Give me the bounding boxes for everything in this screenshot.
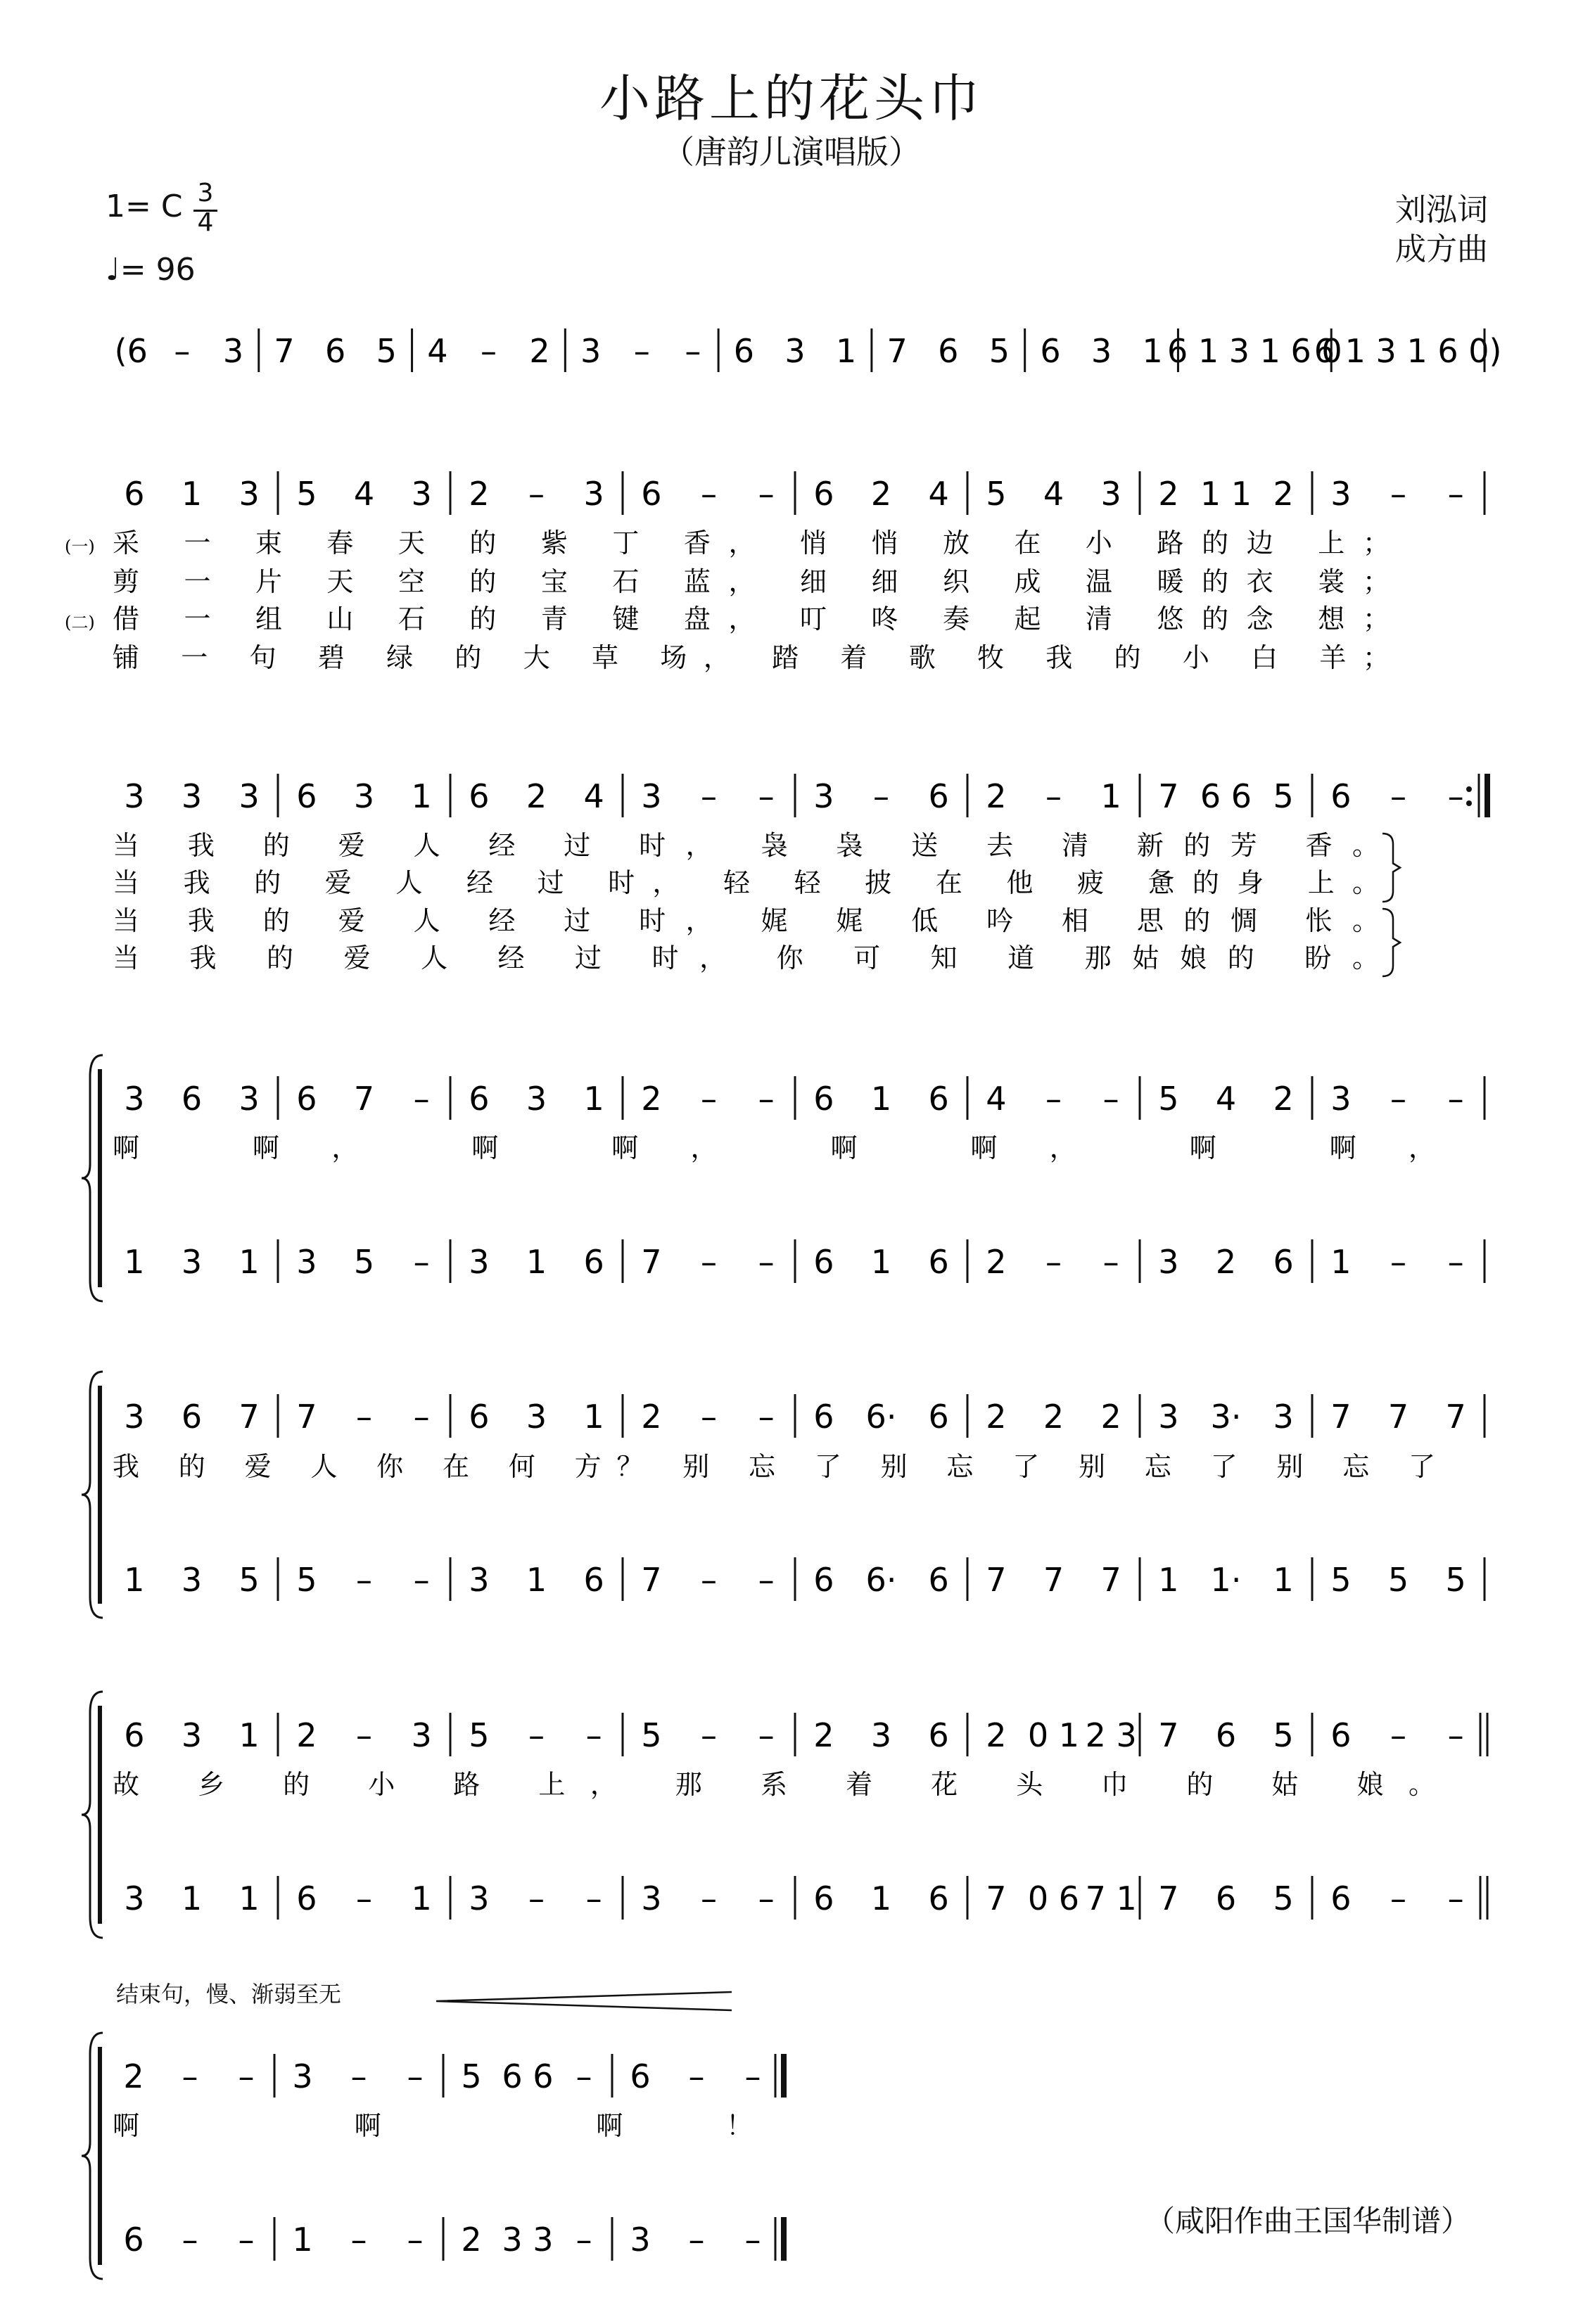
- system-lower-note: 3: [181, 1243, 203, 1281]
- system-lower-note: 1: [124, 1561, 145, 1599]
- system-lower-note: –: [1390, 1879, 1406, 1917]
- song-title: 小路上的花头巾: [599, 69, 984, 128]
- lyric-pair-brace: [1382, 834, 1400, 902]
- system-upper-note: –: [758, 1716, 775, 1754]
- system-upper-note: 7: [296, 1398, 317, 1436]
- system-upper-note: –: [701, 1716, 717, 1754]
- system-upper-note: –: [1390, 1716, 1406, 1754]
- verse-note: 2: [469, 475, 490, 513]
- system-upper-note: 3: [181, 1716, 203, 1754]
- system-lower-note: 3: [469, 1561, 490, 1599]
- chorus-repeat-dot: [1466, 786, 1472, 792]
- chorus-note: –: [701, 777, 717, 815]
- system-upper-note: 6: [928, 1080, 949, 1118]
- intro-note: 2: [529, 332, 550, 370]
- system-upper-note: 2: [1043, 1398, 1064, 1436]
- system-upper-note: –: [356, 1398, 372, 1436]
- system-upper-note: 7: [1330, 1398, 1352, 1436]
- system-lower-note: 6: [583, 1561, 604, 1599]
- intro-note: 3: [1091, 332, 1112, 370]
- system-upper-note: 3: [124, 1080, 145, 1118]
- system-lower-note: –: [744, 2221, 761, 2259]
- system-lower-note: 7 1: [1085, 1879, 1137, 1917]
- intro-note: 5: [376, 332, 397, 370]
- system-upper-note: 1: [239, 1716, 260, 1754]
- system-upper-note: 3: [1330, 1080, 1352, 1118]
- system-upper-note: 2: [641, 1398, 662, 1436]
- system-upper-note: 2: [1100, 1398, 1121, 1436]
- chorus-note: 6 6: [1200, 777, 1252, 815]
- intro-note: 7: [274, 332, 295, 370]
- chorus-note: 6: [1330, 777, 1352, 815]
- intro-note: –: [685, 332, 701, 370]
- intro-note: 6 1 3 1 6 0): [1314, 332, 1502, 370]
- system-upper-note: 2: [1273, 1080, 1294, 1118]
- system-lower-note: 1: [526, 1243, 547, 1281]
- verse-note: 4: [1043, 475, 1064, 513]
- system-lower-note: –: [182, 2221, 198, 2259]
- chorus-note: –: [1447, 777, 1464, 815]
- system-lower-note: 6: [1330, 1879, 1352, 1917]
- system-upper-note: 6: [296, 1080, 317, 1118]
- system-lower-note: –: [1447, 1879, 1464, 1917]
- engraver-credit: （咸阳作曲王国华制谱）: [1145, 2204, 1470, 2238]
- system-lower-note: 1: [526, 1561, 547, 1599]
- system-upper-note: –: [576, 2057, 592, 2095]
- chorus-note: 3: [181, 777, 203, 815]
- system-upper-note: 6 6: [502, 2057, 554, 2095]
- intro-note: 7: [886, 332, 908, 370]
- chorus-note: 6: [928, 777, 949, 815]
- system-upper-note: –: [356, 1716, 372, 1754]
- verse-note: –: [1390, 475, 1406, 513]
- verse-note: 5: [296, 475, 317, 513]
- system-lower-note: 3: [469, 1243, 490, 1281]
- intro-note: (6: [114, 332, 148, 370]
- system-upper-note: –: [182, 2057, 198, 2095]
- verse-mark: (二): [65, 613, 95, 632]
- system-lower-note: 1: [239, 1243, 260, 1281]
- chorus-note: 2: [526, 777, 547, 815]
- chorus-lyric-line: 当 我 的 爱 人 经 过 时， 袅 袅 送 去 清 新的芳 香。: [113, 830, 1379, 861]
- system-upper-note: 6: [181, 1080, 203, 1118]
- system-upper-note: 3: [124, 1398, 145, 1436]
- system-upper-note: –: [744, 2057, 761, 2095]
- system-upper-note: 5: [641, 1716, 662, 1754]
- chorus-note: 5: [1273, 777, 1294, 815]
- system-lower-note: –: [758, 1243, 775, 1281]
- verse-note: 6: [641, 475, 662, 513]
- chorus-note: –: [1390, 777, 1406, 815]
- intro-note: 1: [1142, 332, 1163, 370]
- system-lower-note: 6: [1215, 1879, 1237, 1917]
- system-upper-note: –: [1102, 1080, 1119, 1118]
- system-upper-note: 7: [353, 1080, 375, 1118]
- intro-note: 6: [325, 332, 346, 370]
- system-lower-note: 1: [239, 1879, 260, 1917]
- system-lower-note: –: [1045, 1243, 1062, 1281]
- verse-lyric-line: 采 一 束 春 天 的 紫 丁 香， 悄 悄 放 在 小 路的边 上；: [113, 528, 1390, 558]
- intro-note: 6: [733, 332, 755, 370]
- verse-note: 1: [181, 475, 203, 513]
- system-upper-note: –: [350, 2057, 367, 2095]
- intro-note: 6 1 3 1 6 0: [1166, 332, 1342, 370]
- verse-note: 4: [928, 475, 949, 513]
- verse-lyric-line: 借 一 组 山 石 的 青 键 盘， 叮 咚 奏 起 清 悠的念 想；: [113, 604, 1390, 634]
- system-lower-note: 6: [928, 1243, 949, 1281]
- chorus-note: 6: [296, 777, 317, 815]
- system-lower-note: 6: [813, 1561, 834, 1599]
- system-upper-note: 5: [1158, 1080, 1179, 1118]
- system-upper-note: 2: [986, 1716, 1007, 1754]
- chorus-note: 7: [1158, 777, 1179, 815]
- system-upper-note: –: [1390, 1080, 1406, 1118]
- system-lower-note: –: [1390, 1243, 1406, 1281]
- system-lower-note: 5: [1387, 1561, 1409, 1599]
- chorus-note: –: [873, 777, 889, 815]
- intro-note: –: [633, 332, 650, 370]
- system-lyric-line: 啊 啊 啊！: [113, 2110, 753, 2141]
- chorus-note: 3: [124, 777, 145, 815]
- system-upper-note: –: [1045, 1080, 1062, 1118]
- system-lower-note: –: [238, 2221, 255, 2259]
- system-upper-note: 6: [1330, 1716, 1352, 1754]
- system-lower-note: 7: [986, 1879, 1007, 1917]
- intro-note: 3: [784, 332, 806, 370]
- system-lyric-line: 我 的 爱 人 你 在 何 方？ 别 忘 了 别 忘 了 别 忘 了 别 忘 了: [113, 1451, 1435, 1482]
- system-upper-note: 3: [292, 2057, 313, 2095]
- system-lower-note: –: [576, 2221, 592, 2259]
- system-lower-note: –: [701, 1879, 717, 1917]
- system-lower-note: 5: [1445, 1561, 1466, 1599]
- verse-lyric-line: 铺 一 句 碧 绿 的 大 草 场， 踏 着 歌 牧 我 的 小 白 羊；: [113, 642, 1390, 673]
- system-upper-note: 2: [123, 2057, 144, 2095]
- intro-note: 3: [580, 332, 602, 370]
- system-lyric-line: 啊 啊， 啊 啊， 啊 啊， 啊 啊，: [113, 1132, 1436, 1163]
- verse-note: 4: [353, 475, 375, 513]
- chorus-note: 6: [469, 777, 490, 815]
- system-upper-note: 3: [1158, 1398, 1179, 1436]
- system-lower-note: 3: [641, 1879, 662, 1917]
- system-lower-note: 3: [1158, 1243, 1179, 1281]
- system-lower-note: 3: [181, 1561, 203, 1599]
- system-lower-note: –: [758, 1561, 775, 1599]
- system-upper-note: –: [688, 2057, 705, 2095]
- chorus-note: 2: [986, 777, 1007, 815]
- system-upper-note: 3: [239, 1080, 260, 1118]
- system-upper-note: 7: [1387, 1398, 1409, 1436]
- chorus-note: 3: [353, 777, 375, 815]
- system-upper-note: 6: [469, 1398, 490, 1436]
- system-lower-note: 7: [641, 1243, 662, 1281]
- system-upper-note: 2: [641, 1080, 662, 1118]
- system-upper-note: –: [1447, 1716, 1464, 1754]
- system-upper-note: 6: [813, 1398, 834, 1436]
- system-lower-note: –: [413, 1561, 430, 1599]
- system-upper-note: 3: [411, 1716, 432, 1754]
- system-lower-note: –: [1447, 1243, 1464, 1281]
- system-upper-note: 3: [526, 1080, 547, 1118]
- verse-note: 6: [124, 475, 145, 513]
- system-lower-note: 6: [583, 1243, 604, 1281]
- chorus-lyric-line: 当 我 的 爱 人 经 过 时， 你 可 知 道 那姑娘的 盼。: [113, 943, 1380, 973]
- system-upper-note: 4: [986, 1080, 1007, 1118]
- system-lower-note: –: [585, 1879, 602, 1917]
- system-upper-note: 6: [630, 2057, 651, 2095]
- system-lower-note: 6: [1273, 1243, 1294, 1281]
- lyric-pair-brace: [1382, 909, 1400, 976]
- system-upper-note: 7: [239, 1398, 260, 1436]
- intro-note: –: [174, 332, 191, 370]
- chorus-note: 3: [239, 777, 260, 815]
- system-lower-note: 5: [296, 1561, 317, 1599]
- system-lower-note: 3: [296, 1243, 317, 1281]
- lyricist-credit: 刘泓词: [1395, 192, 1488, 228]
- verse-note: 3: [583, 475, 604, 513]
- chorus-note: –: [1045, 777, 1062, 815]
- verse-note: 3: [1100, 475, 1121, 513]
- system-upper-note: 3: [526, 1398, 547, 1436]
- system-upper-note: 6·: [865, 1398, 897, 1436]
- system-upper-note: 6: [928, 1716, 949, 1754]
- system-upper-note: 7: [1445, 1398, 1466, 1436]
- system-lower-note: 2: [461, 2221, 482, 2259]
- system-lower-note: 2: [1215, 1243, 1237, 1281]
- system-upper-note: –: [413, 1080, 430, 1118]
- system-lower-note: 3: [124, 1879, 145, 1917]
- system-lower-note: 6·: [865, 1561, 897, 1599]
- intro-note: –: [480, 332, 497, 370]
- system-lower-note: 1: [124, 1243, 145, 1281]
- verse-note: 3: [1330, 475, 1352, 513]
- chorus-note: 1: [1100, 777, 1121, 815]
- system-lower-note: –: [350, 2221, 367, 2259]
- system-lower-note: 3: [469, 1879, 490, 1917]
- system-upper-note: –: [1447, 1080, 1464, 1118]
- chorus-note: –: [758, 777, 775, 815]
- system-lower-note: 6: [123, 2221, 144, 2259]
- verse-mark: (一): [65, 537, 95, 556]
- system-lower-note: –: [407, 2221, 424, 2259]
- verse-note: 6: [813, 475, 834, 513]
- system-lower-note: –: [701, 1561, 717, 1599]
- tempo-mark: ♩= 96: [106, 252, 196, 288]
- verse-note: 2: [870, 475, 892, 513]
- chorus-note: 1: [411, 777, 432, 815]
- system-upper-note: –: [407, 2057, 424, 2095]
- intro-note: 3: [222, 332, 244, 370]
- verse-note: –: [528, 475, 545, 513]
- system-upper-note: 6: [928, 1398, 949, 1436]
- intro-note: 6: [938, 332, 959, 370]
- system-lower-note: –: [413, 1243, 430, 1281]
- system-upper-note: 1: [583, 1398, 604, 1436]
- system-upper-note: 6: [813, 1080, 834, 1118]
- system-lower-note: 5: [1330, 1561, 1352, 1599]
- system-lower-note: 6: [813, 1243, 834, 1281]
- system-upper-note: –: [701, 1080, 717, 1118]
- system-upper-note: 5: [461, 2057, 482, 2095]
- decrescendo-hairpin: [436, 1992, 732, 2010]
- time-signature-top: 3: [197, 179, 214, 208]
- system-lower-note: 6: [296, 1879, 317, 1917]
- system-upper-note: –: [758, 1398, 775, 1436]
- system-lower-note: 7: [986, 1561, 1007, 1599]
- system-upper-note: 2: [813, 1716, 834, 1754]
- intro-note: 1: [835, 332, 857, 370]
- song-subtitle: （唐韵儿演唱版）: [662, 133, 921, 171]
- verse-note: 2: [1158, 475, 1179, 513]
- chorus-note: 4: [583, 777, 604, 815]
- verse-note: –: [701, 475, 717, 513]
- system-lower-note: 1: [870, 1879, 892, 1917]
- system-upper-note: 2 3: [1085, 1716, 1137, 1754]
- system-upper-note: 0 1: [1027, 1716, 1080, 1754]
- chorus-repeat-dot: [1466, 800, 1472, 806]
- system-upper-note: –: [758, 1080, 775, 1118]
- system-lower-note: –: [528, 1879, 545, 1917]
- system-upper-note: 2: [296, 1716, 317, 1754]
- system-upper-note: 4: [1215, 1080, 1237, 1118]
- system-upper-note: 7: [1158, 1716, 1179, 1754]
- system-upper-note: –: [528, 1716, 545, 1754]
- system-lower-note: –: [758, 1879, 775, 1917]
- system-lower-note: 1: [411, 1879, 432, 1917]
- system-upper-note: 1: [870, 1080, 892, 1118]
- system-lower-note: 1: [181, 1879, 203, 1917]
- intro-note: 5: [988, 332, 1010, 370]
- system-lower-note: 6: [813, 1879, 834, 1917]
- system-upper-note: 1: [583, 1080, 604, 1118]
- system-upper-note: –: [238, 2057, 255, 2095]
- system-upper-note: 3·: [1210, 1398, 1242, 1436]
- system-upper-note: 3: [1273, 1398, 1294, 1436]
- system-lower-note: 3: [630, 2221, 651, 2259]
- chorus-note: 3: [641, 777, 662, 815]
- system-lower-note: 2: [986, 1243, 1007, 1281]
- system-lower-note: 3 3: [502, 2221, 554, 2259]
- system-lower-note: 1: [292, 2221, 313, 2259]
- time-signature-bottom: 4: [197, 208, 214, 237]
- chorus-lyric-line: 当 我 的 爱 人 经 过 时， 娓 娓 低 吟 相 思的惆 怅。: [113, 905, 1379, 936]
- system-upper-note: 6: [1215, 1716, 1237, 1754]
- system-upper-note: 6: [124, 1716, 145, 1754]
- intro-note: 6: [1040, 332, 1061, 370]
- system-upper-note: –: [585, 1716, 602, 1754]
- verse-note: 5: [986, 475, 1007, 513]
- key-signature: 1= C: [106, 189, 183, 224]
- system-lower-note: 6: [928, 1879, 949, 1917]
- verse-note: 1 1: [1200, 475, 1252, 513]
- verse-note: –: [758, 475, 775, 513]
- verse-note: 2: [1273, 475, 1294, 513]
- system-lower-note: 7: [1043, 1561, 1064, 1599]
- chorus-lyric-line: 当 我 的 爱 人 经 过 时， 轻 轻 披 在 他 疲 惫的身 上。: [113, 867, 1380, 898]
- system-upper-note: 6: [469, 1080, 490, 1118]
- intro-note: 4: [427, 332, 448, 370]
- verse-note: 3: [239, 475, 260, 513]
- system-lower-note: –: [356, 1561, 372, 1599]
- system-lower-note: 1: [1330, 1243, 1352, 1281]
- system-upper-note: 6: [181, 1398, 203, 1436]
- composer-credit: 成方曲: [1395, 231, 1488, 267]
- system-upper-note: 3: [870, 1716, 892, 1754]
- system-upper-note: 5: [469, 1716, 490, 1754]
- system-lower-note: 1: [1158, 1561, 1179, 1599]
- system-lower-note: 7: [1158, 1879, 1179, 1917]
- system-lower-note: 1: [1273, 1561, 1294, 1599]
- system-lower-note: –: [701, 1243, 717, 1281]
- system-lower-note: 1: [870, 1243, 892, 1281]
- system-upper-note: –: [413, 1398, 430, 1436]
- system-lower-note: 6: [928, 1561, 949, 1599]
- system-lower-note: –: [1102, 1243, 1119, 1281]
- system-lower-note: 5: [353, 1243, 375, 1281]
- system-upper-note: –: [701, 1398, 717, 1436]
- ending-instruction: 结束句，慢、渐弱至无: [116, 1981, 342, 2007]
- system-lower-note: 7: [641, 1561, 662, 1599]
- verse-lyric-line: 剪 一 片 天 空 的 宝 石 蓝， 细 细 织 成 温 暖的衣 裳；: [113, 566, 1390, 597]
- verse-note: 3: [411, 475, 432, 513]
- system-lower-note: 7: [1100, 1561, 1121, 1599]
- system-lower-note: –: [356, 1879, 372, 1917]
- system-lower-note: 0 6: [1027, 1879, 1080, 1917]
- system-lower-note: 5: [1273, 1879, 1294, 1917]
- system-lower-note: 5: [239, 1561, 260, 1599]
- system-upper-note: 2: [986, 1398, 1007, 1436]
- verse-note: –: [1447, 475, 1464, 513]
- system-lower-note: 1·: [1210, 1561, 1242, 1599]
- system-lower-note: –: [688, 2221, 705, 2259]
- system-lyric-line: 故 乡 的 小 路 上， 那 系 着 花 头 巾 的 姑 娘。: [113, 1769, 1435, 1800]
- system-upper-note: 5: [1273, 1716, 1294, 1754]
- chorus-note: 3: [813, 777, 834, 815]
